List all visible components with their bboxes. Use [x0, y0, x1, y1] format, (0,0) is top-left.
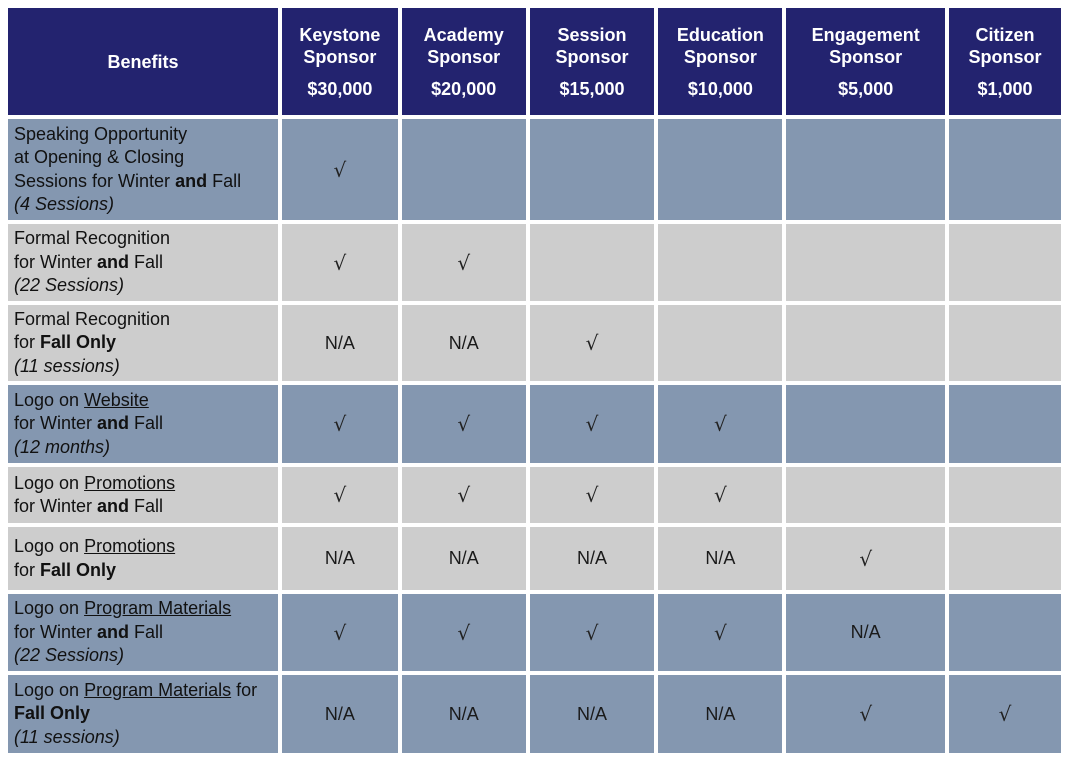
benefit-text: Logo on — [14, 598, 85, 619]
benefit-cell — [8, 527, 278, 590]
not-applicable-label: N/A — [577, 548, 608, 568]
check-mark-icon: √ — [333, 250, 347, 275]
benefit-row-logo-promotions-winter-fall — [8, 467, 1061, 523]
header-row — [8, 8, 1061, 115]
benefit-session-count: (4 Sessions) — [14, 194, 115, 214]
tier-cell — [786, 385, 945, 463]
tier-header-engagement — [786, 8, 945, 115]
benefit-session-count: (11 sessions) — [14, 726, 120, 747]
benefit-text-bold: and — [97, 496, 130, 516]
tier-cell — [949, 305, 1061, 381]
benefit-row-logo-program-materials-winter-fall — [8, 594, 1061, 671]
tier-cell — [658, 675, 782, 753]
not-applicable-label: N/A — [705, 548, 736, 568]
not-applicable-label: N/A — [577, 703, 608, 724]
benefit-line — [14, 331, 278, 355]
tier-cell — [530, 527, 655, 590]
benefit-text: for Winter — [14, 496, 98, 516]
tier-name-line1: Engagement — [811, 24, 920, 45]
check-mark-icon: √ — [457, 483, 471, 507]
benefit-text-underlined: Promotions — [84, 536, 176, 556]
tier-cell — [658, 305, 782, 381]
benefit-text: Fall — [129, 413, 164, 434]
tier-name-line2: Sponsor — [683, 46, 757, 67]
benefit-text-underlined: Promotions — [84, 472, 176, 493]
check-mark-icon: √ — [457, 620, 471, 645]
tier-cell — [949, 467, 1061, 523]
tier-cell — [786, 305, 945, 381]
tier-cell — [658, 385, 782, 463]
tier-name-line2: Sponsor — [427, 46, 501, 67]
benefit-text-bold: and — [97, 413, 130, 434]
benefit-text-bold: and — [175, 170, 208, 191]
check-mark-icon: √ — [859, 702, 873, 726]
check-mark-icon: √ — [585, 483, 599, 507]
tier-name-line1: Keystone — [299, 24, 381, 45]
tier-cell — [658, 594, 782, 671]
tier-cell — [402, 675, 526, 753]
benefit-cell — [8, 385, 278, 463]
tier-cell — [658, 527, 782, 590]
benefit-line: Formal Recognition — [14, 308, 171, 329]
benefit-cell — [8, 594, 278, 671]
tier-cell — [530, 385, 655, 463]
benefit-row-logo-program-materials-fall-only — [8, 675, 1061, 753]
check-mark-icon: √ — [457, 250, 471, 275]
benefit-session-count: (11 sessions) — [14, 355, 120, 376]
benefit-line: Formal Recognition — [14, 228, 171, 249]
not-applicable-label: N/A — [448, 332, 479, 353]
tier-cell — [786, 594, 945, 671]
tier-cell — [786, 675, 945, 753]
tier-cell — [530, 119, 655, 220]
tier-cell — [402, 467, 526, 523]
tier-name-line2: Sponsor — [968, 46, 1042, 67]
tier-price: $30,000 — [307, 78, 373, 99]
benefit-text: for Winter — [14, 251, 98, 272]
tier-cell — [530, 594, 655, 671]
benefit-line: at Opening & Closing — [14, 147, 185, 167]
benefit-row-formal-recognition-fall-only — [8, 305, 1061, 381]
sponsorship-benefits-table — [4, 4, 1065, 757]
tier-price: $10,000 — [687, 78, 753, 99]
benefit-line — [14, 559, 278, 583]
benefit-line — [14, 597, 278, 621]
tier-cell — [530, 467, 655, 523]
tier-cell — [786, 527, 945, 590]
tier-name-line1: Education — [676, 24, 764, 45]
tier-cell — [282, 527, 398, 590]
tier-cell — [949, 594, 1061, 671]
tier-header-citizen — [949, 8, 1061, 115]
benefit-line — [14, 389, 278, 413]
benefit-text: Fall — [207, 170, 242, 191]
benefit-text: Fall — [129, 621, 164, 642]
check-mark-icon: √ — [333, 620, 347, 645]
tier-price: $5,000 — [838, 78, 894, 99]
benefit-text: for Winter — [14, 413, 98, 434]
benefit-cell — [8, 305, 278, 381]
not-applicable-label: N/A — [850, 622, 881, 642]
benefit-text-bold: Fall Only — [40, 332, 117, 353]
check-mark-icon: √ — [333, 483, 347, 507]
tier-cell — [402, 385, 526, 463]
benefit-cell — [8, 467, 278, 523]
tier-header-academy — [402, 8, 526, 115]
tier-cell — [949, 675, 1061, 753]
check-mark-icon: √ — [713, 620, 727, 645]
tier-cell — [282, 305, 398, 381]
benefits-header-label: Benefits — [107, 51, 179, 72]
benefit-line — [14, 679, 278, 703]
benefit-row-logo-promotions-fall-only — [8, 527, 1061, 590]
tier-name-line1: Citizen — [975, 24, 1035, 45]
benefit-line: Speaking Opportunity — [14, 123, 188, 144]
tier-cell — [949, 385, 1061, 463]
tier-header-education — [658, 8, 782, 115]
benefit-cell — [8, 224, 278, 301]
benefit-text: for — [14, 332, 41, 353]
tier-cell — [658, 224, 782, 301]
not-applicable-label: N/A — [324, 703, 355, 724]
tier-cell — [402, 305, 526, 381]
tier-name-line2: Sponsor — [555, 46, 629, 67]
tier-cell — [282, 594, 398, 671]
benefit-text: Fall — [129, 251, 164, 272]
tier-name-line1: Academy — [423, 24, 504, 45]
tier-cell — [949, 119, 1061, 220]
tier-cell — [530, 224, 655, 301]
benefit-line: Fall Only — [14, 703, 91, 724]
tier-cell — [530, 675, 655, 753]
benefit-line — [14, 472, 278, 496]
benefit-text-bold: and — [97, 621, 130, 642]
tier-cell — [530, 305, 655, 381]
check-mark-icon: √ — [859, 546, 873, 571]
tier-cell — [786, 119, 945, 220]
benefit-session-count: (22 Sessions) — [14, 275, 125, 296]
not-applicable-label: N/A — [705, 703, 736, 724]
benefit-text-underlined: Program Materials — [84, 598, 232, 619]
benefits-header — [8, 8, 278, 115]
benefit-session-count: (22 Sessions) — [14, 645, 125, 666]
tier-cell — [282, 119, 398, 220]
benefit-text: Fall — [129, 496, 164, 516]
tier-cell — [658, 467, 782, 523]
tier-cell — [402, 527, 526, 590]
benefit-text-bold: and — [97, 251, 130, 272]
check-mark-icon: √ — [585, 620, 599, 645]
not-applicable-label: N/A — [324, 548, 355, 568]
tier-cell — [658, 119, 782, 220]
check-mark-icon: √ — [585, 331, 599, 355]
tier-cell — [282, 224, 398, 301]
benefit-line — [14, 412, 278, 436]
not-applicable-label: N/A — [448, 548, 479, 568]
tier-cell — [786, 467, 945, 523]
benefit-text: Logo on — [14, 679, 85, 700]
benefit-cell — [8, 675, 278, 753]
benefit-text: for — [14, 559, 41, 580]
benefit-text: for — [231, 679, 258, 700]
check-mark-icon: √ — [333, 157, 347, 182]
benefit-text-underlined: Website — [84, 389, 149, 410]
benefit-text: for Winter — [14, 621, 98, 642]
check-mark-icon: √ — [585, 412, 599, 436]
tier-cell — [282, 385, 398, 463]
benefit-line — [14, 621, 278, 645]
tier-cell — [282, 675, 398, 753]
tier-cell — [402, 224, 526, 301]
tier-name-line2: Sponsor — [829, 46, 903, 67]
benefit-text: Logo on — [14, 472, 85, 493]
not-applicable-label: N/A — [324, 332, 355, 353]
tier-cell — [949, 224, 1061, 301]
benefit-row-speaking-opportunity — [8, 119, 1061, 220]
check-mark-icon: √ — [998, 702, 1012, 726]
tier-price: $1,000 — [977, 78, 1033, 99]
check-mark-icon: √ — [333, 412, 347, 436]
tier-price: $15,000 — [559, 78, 625, 99]
benefit-line — [14, 170, 278, 194]
benefit-duration: (12 months) — [14, 436, 111, 457]
benefit-text: Logo on — [14, 536, 85, 556]
not-applicable-label: N/A — [448, 703, 479, 724]
tier-name-line1: Session — [557, 24, 627, 45]
benefit-line — [14, 495, 278, 519]
tier-cell — [402, 119, 526, 220]
check-mark-icon: √ — [713, 412, 727, 436]
tier-header-keystone — [282, 8, 398, 115]
tier-cell — [949, 527, 1061, 590]
check-mark-icon: √ — [457, 412, 471, 436]
tier-price: $20,000 — [431, 78, 497, 99]
check-mark-icon: √ — [713, 483, 727, 507]
benefit-row-logo-website — [8, 385, 1061, 463]
benefit-cell — [8, 119, 278, 220]
benefit-text: Sessions for Winter — [14, 170, 176, 191]
tier-cell — [282, 467, 398, 523]
tier-cell — [402, 594, 526, 671]
benefit-line — [14, 251, 278, 275]
benefit-text-underlined: Program Materials — [84, 679, 232, 700]
tier-header-session — [530, 8, 655, 115]
benefit-row-formal-recognition-winter-fall — [8, 224, 1061, 301]
tier-cell — [786, 224, 945, 301]
benefit-text: Logo on — [14, 389, 85, 410]
benefit-line — [14, 535, 278, 559]
benefit-text-bold: Fall Only — [40, 559, 117, 580]
tier-name-line2: Sponsor — [303, 46, 377, 67]
